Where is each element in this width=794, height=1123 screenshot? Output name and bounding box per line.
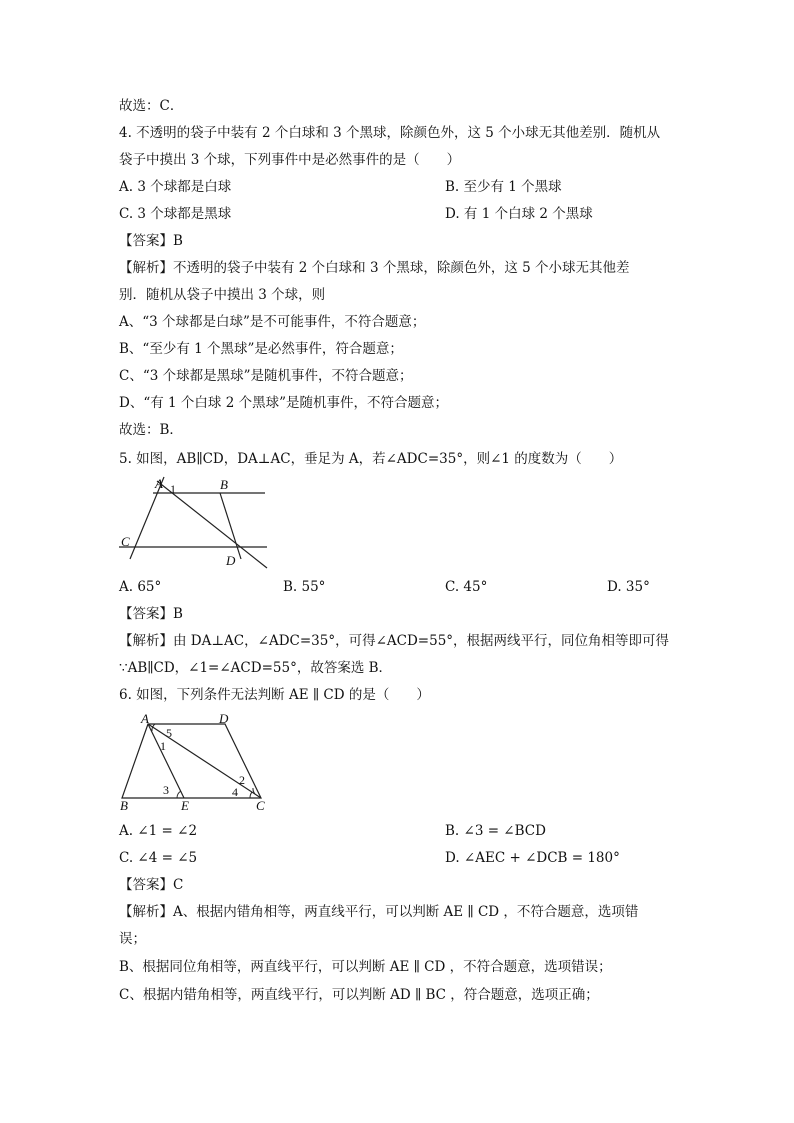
label-angle-1: 1 — [160, 739, 166, 753]
q4-analysis-line5: C、“3 个球都是黑球”是随机事件，不符合题意； — [119, 368, 413, 384]
q4-stem-line2: 袋子中摸出 3 个球，下列事件中是必然事件的是（ ） — [119, 152, 461, 168]
q6-analysis-line4: C、根据内错角相等，两直线平行，可以判断 AD ∥ BC ，符合题意，选项正确； — [119, 987, 599, 1003]
q6-option-c: C. ∠4 = ∠5 — [119, 850, 198, 866]
label-a: A — [155, 476, 163, 491]
q4-analysis-line3: A、“3 个球都是白球”是不可能事件，不符合题意； — [119, 314, 426, 330]
q4-answer: 【答案】B — [119, 233, 183, 249]
q5-option-c: C. 45° — [445, 579, 488, 595]
q6-option-b: B. ∠3 = ∠BCD — [445, 823, 546, 839]
q6-analysis-line1: 【解析】A、根据内错角相等，两直线平行，可以判断 AE ∥ CD ，不符合题意，选项错 — [119, 904, 639, 920]
q6-analysis-line3: B、根据同位角相等，两直线平行，可以判断 AE ∥ CD ，不符合题意，选项错误； — [119, 959, 612, 975]
label-d: D — [226, 553, 236, 568]
label-c: C — [256, 798, 265, 813]
q4-option-d: D. 有 1 个白球 2 个黑球 — [445, 206, 593, 222]
q6-option-a: A. ∠1 = ∠2 — [119, 823, 198, 839]
q5-option-b: B. 55° — [283, 579, 326, 595]
q5-analysis-line2: ∵AB∥CD，∠1=∠ACD=55°，故答案选 B． — [119, 660, 393, 676]
q6-analysis-line2: 误； — [119, 931, 146, 947]
q4-stem-line1: 4. 不透明的袋子中装有 2 个白球和 3 个黑球，除颜色外，这 5 个小球无其他差别．随机从 — [119, 125, 661, 141]
label-c: C — [121, 534, 130, 549]
label-angle-5: 5 — [166, 726, 172, 740]
q6-figure — [117, 710, 277, 814]
label-angle-2: 2 — [239, 773, 245, 787]
line-bd — [220, 493, 241, 559]
label-a: A — [141, 711, 149, 726]
q5-stem: 5. 如图，AB∥CD，DA⊥AC，垂足为 A，若∠ADC=35°，则∠1 的度数为（ ） — [119, 451, 623, 467]
label-angle-1: 1 — [170, 482, 176, 496]
label-angle-3: 3 — [163, 783, 169, 797]
q5-option-a: A. 65° — [119, 579, 162, 595]
angle-4-arc — [250, 792, 252, 798]
q5-option-d: D. 35° — [607, 579, 650, 595]
q4-analysis-line2: 别．随机从袋子中摸出 3 个球，则 — [119, 287, 326, 303]
q6-option-d: D. ∠AEC + ∠DCB = 180° — [445, 850, 620, 866]
q6-answer: 【答案】C — [119, 877, 184, 893]
q4-analysis-line6: D、“有 1 个白球 2 个黑球”是随机事件，不符合题意； — [119, 395, 448, 411]
label-angle-4: 4 — [232, 785, 238, 799]
q4-analysis-line1: 【解析】不透明的袋子中装有 2 个白球和 3 个黑球，除颜色外，这 5 个小球无其他差 — [119, 260, 630, 276]
label-b: B — [220, 477, 228, 492]
q4-analysis-line4: B、“至少有 1 个黑球”是必然事件，符合题意； — [119, 341, 403, 357]
q6-stem: 6. 如图，下列条件无法判断 AE ∥ CD 的是（ ） — [119, 687, 430, 703]
angle-3-arc — [177, 791, 181, 798]
q4-option-b: B. 至少有 1 个黑球 — [445, 179, 562, 195]
q4-conclusion: 故选：B． — [119, 422, 183, 438]
q4-option-a: A. 3 个球都是白球 — [119, 179, 232, 195]
label-b: B — [120, 798, 128, 813]
label-e: E — [181, 798, 189, 813]
q5-analysis-line1: 【解析】由 DA⊥AC，∠ADC=35°，可得∠ACD=55°，根据两线平行，同位角相等即可得 — [119, 633, 670, 649]
q5-figure — [117, 473, 273, 571]
label-d: D — [219, 711, 229, 726]
q5-answer: 【答案】B — [119, 606, 183, 622]
q3-conclusion: 故选：C． — [119, 98, 184, 114]
q4-option-c: C. 3 个球都是黑球 — [119, 206, 232, 222]
